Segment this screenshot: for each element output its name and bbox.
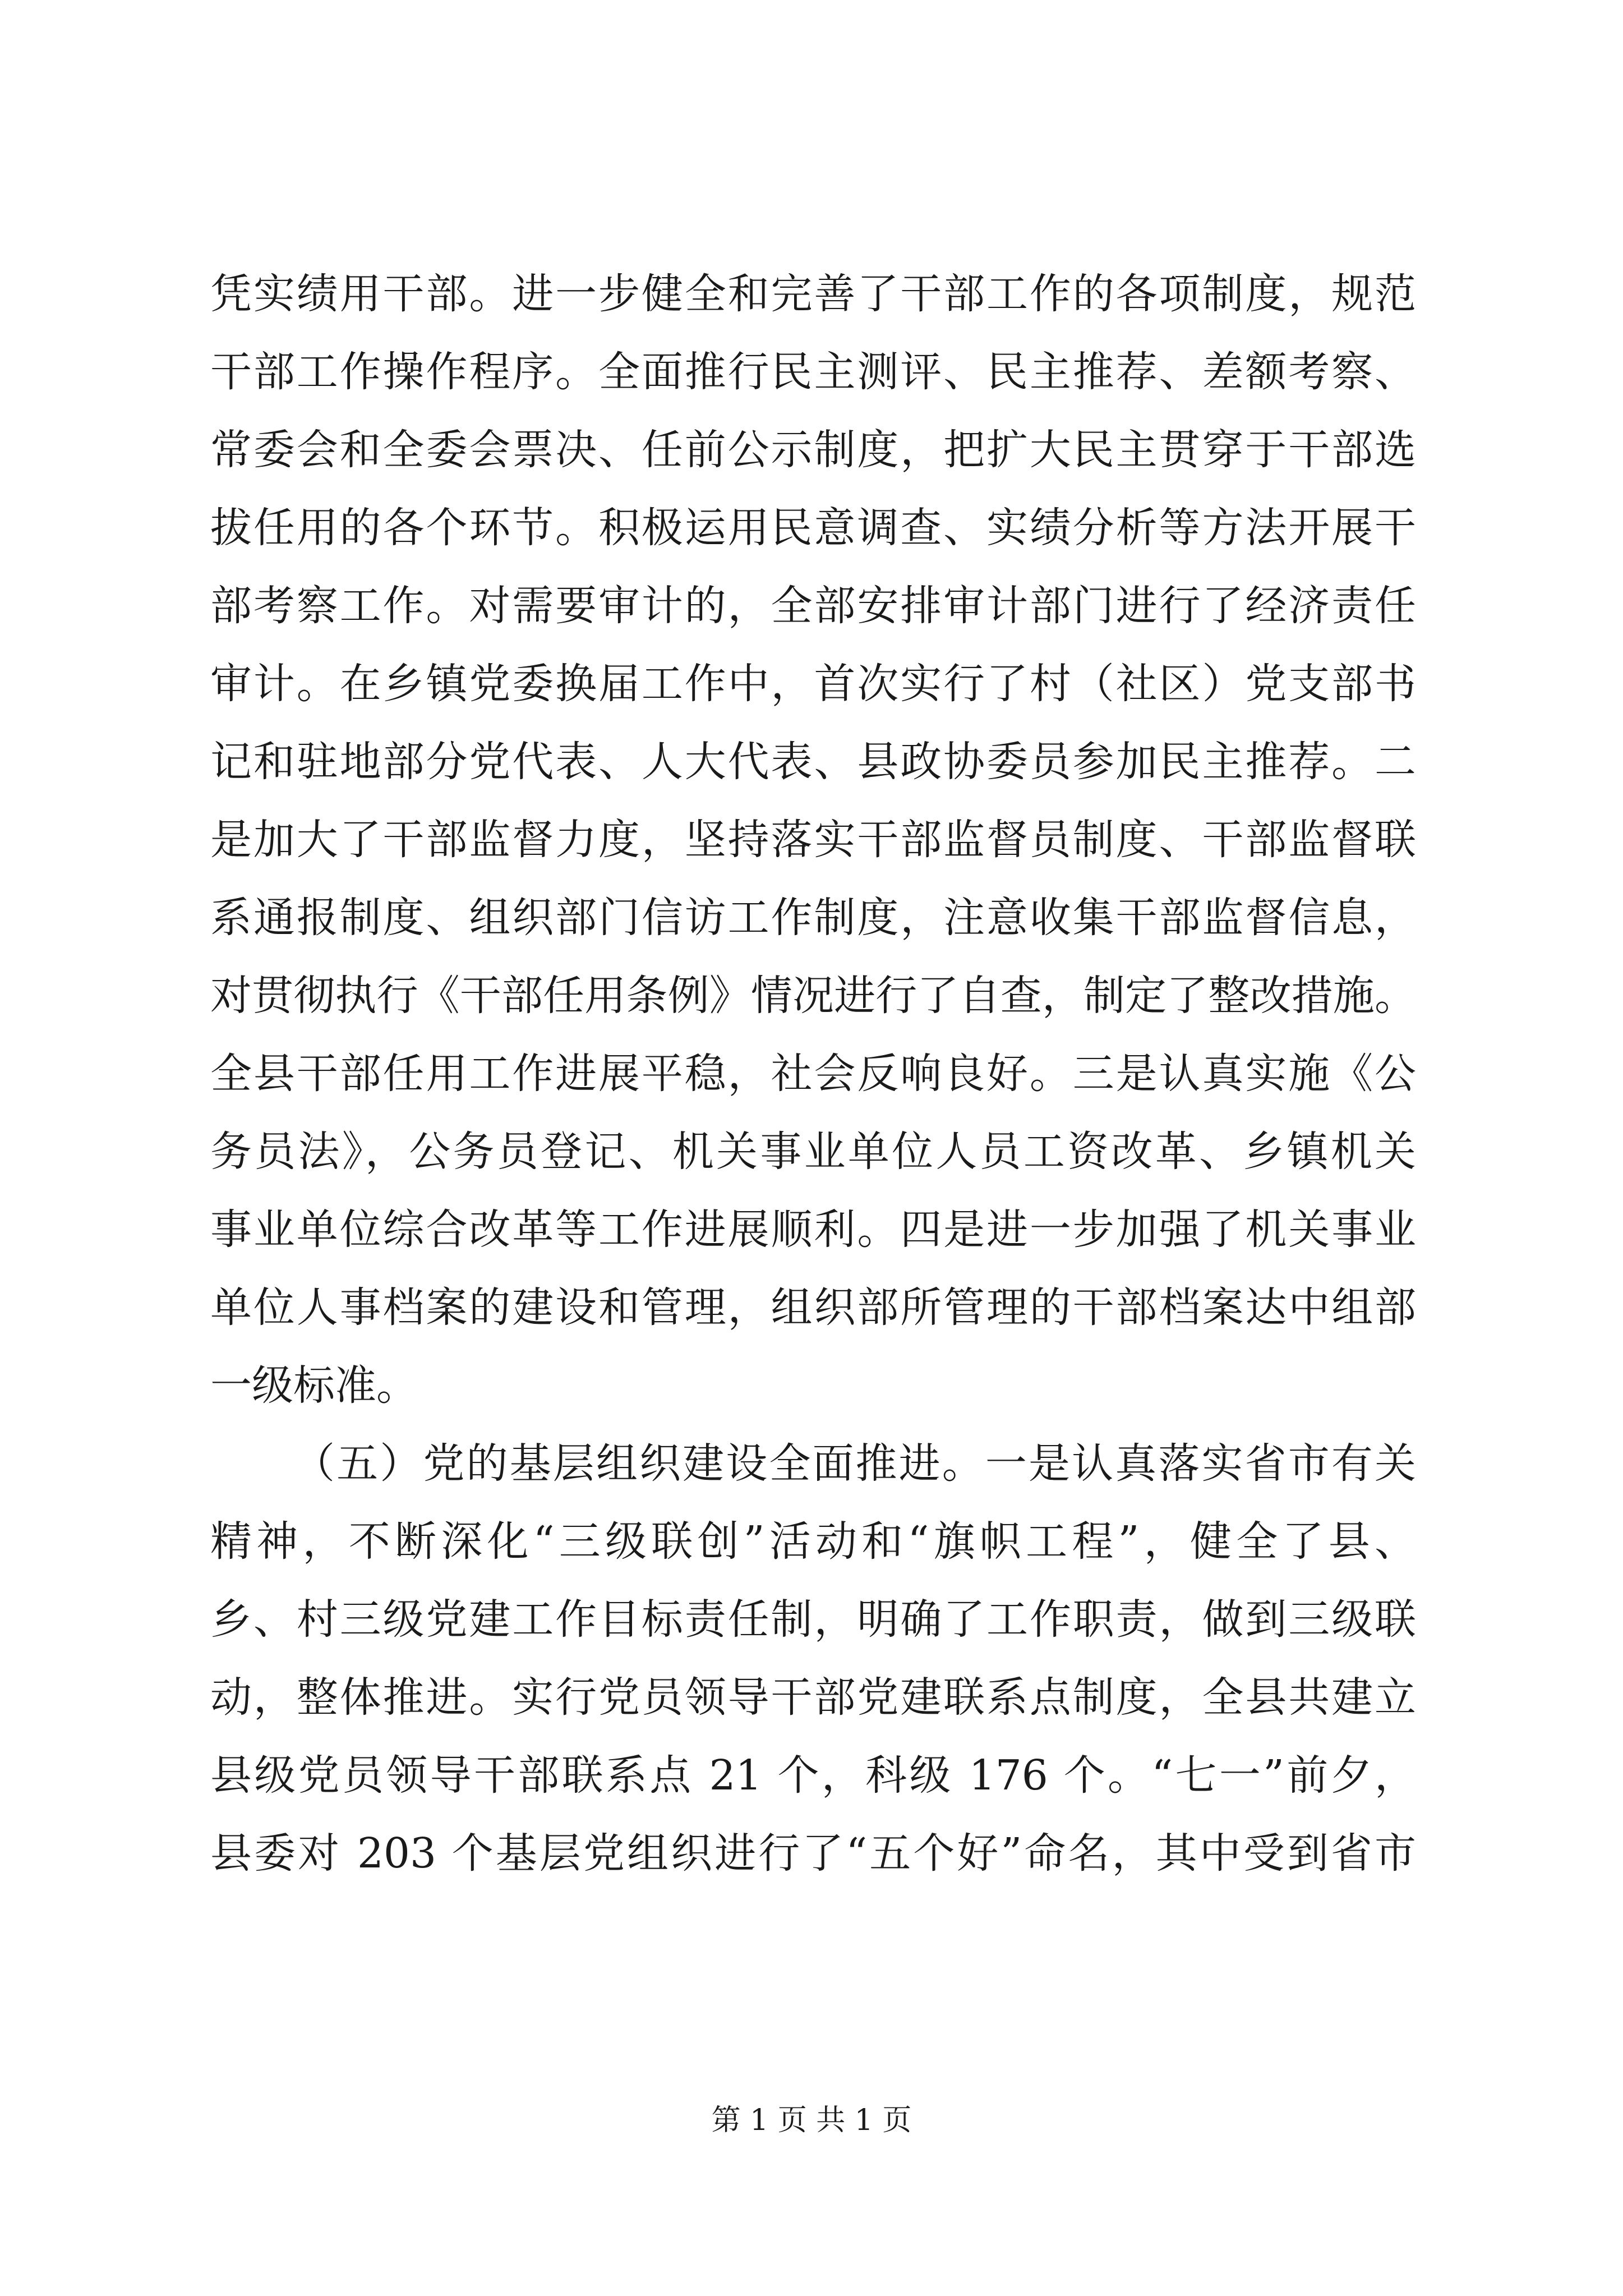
text-line: 部考察工作。对需要审计的，全部安排审计部门进行了经济责任 xyxy=(210,582,1416,630)
text-line: 全县干部任用工作进展平稳，社会反响良好。三是认真实施《公 xyxy=(210,1050,1416,1098)
text-line: 事业单位综合改革等工作进展顺利。四是进一步加强了机关事业 xyxy=(210,1205,1416,1254)
text-line: 拔任用的各个环节。积极运用民意调查、实绩分析等方法开展干 xyxy=(210,504,1416,552)
text-line: 动，整体推进。实行党员领导干部党建联系点制度，全县共建立 xyxy=(210,1673,1416,1722)
text-line: 乡、村三级党建工作目标责任制，明确了工作职责，做到三级联 xyxy=(210,1595,1416,1644)
text-line: 是加大了干部监督力度，坚持落实干部监督员制度、干部监督联 xyxy=(210,816,1416,864)
text-line: 一级标准。 xyxy=(210,1361,418,1410)
text-line: 常委会和全委会票决、任前公示制度，把扩大民主贯穿于干部选 xyxy=(210,426,1416,474)
section-heading-line: （五）党的基层组织建设全面推进。一是认真落实省市有关 xyxy=(293,1439,1416,1488)
text-line: 县委对 203 个基层党组织进行了“五个好”命名，其中受到省市 xyxy=(210,1829,1416,1878)
body-text xyxy=(210,255,1416,1893)
page-number-footer: 第 1 页 共 1 页 xyxy=(711,2104,912,2137)
text-line: 单位人事档案的建设和管理，组织部所管理的干部档案达中组部 xyxy=(210,1283,1416,1332)
text-line: 凭实绩用干部。进一步健全和完善了干部工作的各项制度，规范 xyxy=(210,270,1416,318)
text-line: 审计。在乡镇党委换届工作中，首次实行了村（社区）党支部书 xyxy=(210,660,1416,708)
text-line: 系通报制度、组织部门信访工作制度，注意收集干部监督信息， xyxy=(210,894,1416,942)
text-line: 干部工作操作程序。全面推行民主测评、民主推荐、差额考察、 xyxy=(210,348,1416,396)
text-line: 记和驻地部分党代表、人大代表、县政协委员参加民主推荐。二 xyxy=(210,738,1416,786)
text-line: 务员法》，公务员登记、机关事业单位人员工资改革、乡镇机关 xyxy=(210,1128,1416,1176)
text-line: 对贯彻执行《干部任用条例》情况进行了自查，制定了整改措施。 xyxy=(210,972,1416,1020)
text-line: 县级党员领导干部联系点 21 个，科级 176 个。“七一”前夕， xyxy=(210,1751,1416,1800)
text-line: 精神，不断深化“三级联创”活动和“旗帜工程”，健全了县、 xyxy=(210,1517,1416,1566)
